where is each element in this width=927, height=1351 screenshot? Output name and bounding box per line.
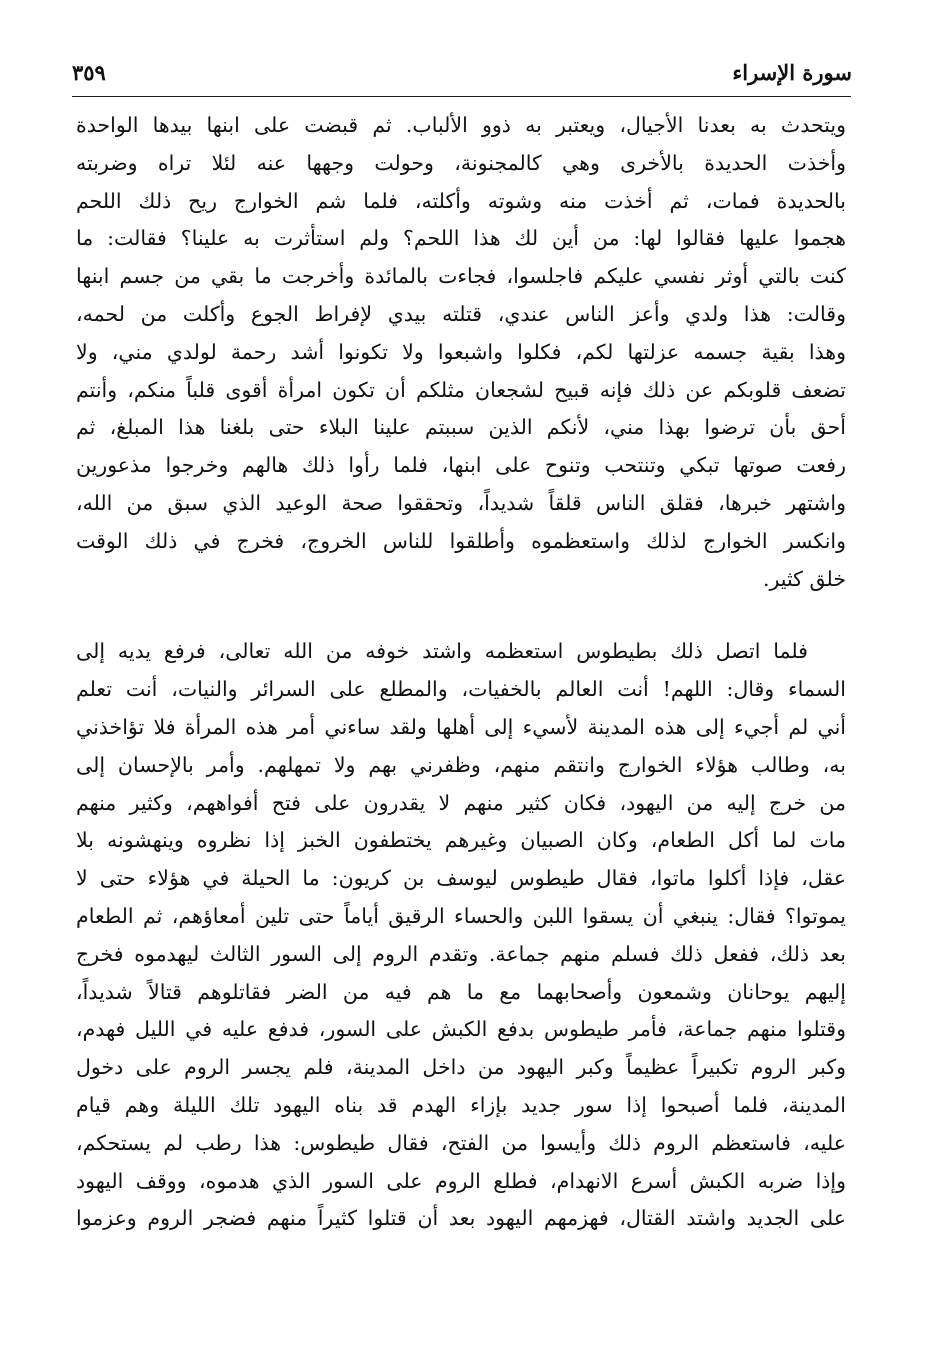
text-line: وانكسر الخوارج لذلك واستعظموه وأطلقوا للناس الخروج، فخرج في ذلك الوقت — [76, 528, 846, 553]
text-line: على الجديد واشتد القتال، فهزمهم اليهود بعد أن قتلوا كثيراً منهم فضجر الروم وعزموا — [76, 1206, 846, 1231]
text-line: تضعف قلوبكم عن ذلك فإنه قبيح لشجعان مثلكم أن تكون امرأة أقوى قلباً منكم، وأنتم — [76, 377, 846, 402]
paragraph-2 — [76, 633, 846, 1238]
body-text — [76, 107, 846, 1238]
text-line: إليهم يوحانان وشمعون وأصحابهما مع ما هم فيه من الضر فقاتلوهم قتالاً شديداً، — [76, 979, 846, 1004]
text-line: بعد ذلك، ففعل ذلك فسلم منهم جماعة. وتقدم الروم إلى السور الثالث ليهدموه فخرج — [76, 941, 846, 966]
text-line: خلق كثير. — [762, 566, 846, 591]
paragraph-1 — [76, 107, 846, 598]
text-line: به، وطالب هؤلاء الخوارج وانتقم منهم، وظفرني بهم ولا تمهلهم. وأمر بالإحسان إلى — [76, 752, 846, 777]
page-number: ٣٥٩ — [72, 60, 106, 85]
text-line: السماء وقال: اللهم! أنت العالم بالخفيات، والمطلع على السرائر والنيات، أنت تعلم — [76, 677, 846, 702]
header-rule — [72, 96, 851, 97]
text-line: من خرج إليه من اليهود، فكان كثير منهم لا يقدرون على فتح أفواههم، وكثير منهم — [76, 790, 846, 815]
text-line: فلما اتصل ذلك بطيطوس استعظمه واشتد خوفه من الله تعالى، فرفع يديه إلى — [76, 639, 808, 664]
text-line: وهذا بقية جسمه عزلتها لكم، فكلوا واشبعوا ولا تكونوا أشد رحمة لولدي مني، ولا — [76, 339, 846, 364]
text-line: وكبر الروم تكبيراً عظيماً وكبر اليهود من داخل المدينة، فلم يجسر الروم على دخول — [76, 1055, 846, 1080]
text-line: ويتحدث به بعدنا الأجيال، ويعتبر به ذوو الألباب. ثم قبضت على ابنها بيدها الواحدة — [76, 113, 846, 137]
text-line: يموتوا؟ فقال: ينبغي أن يسقوا اللبن والحساء الرقيق أياماً حتى تلين أمعاؤهم، ثم الطعام — [76, 903, 846, 928]
text-line: هجموا عليها فقالوا لها: من أين لك هذا اللحم؟ ولم استأثرت به علينا؟ فقالت: ما — [76, 226, 846, 251]
running-header — [72, 58, 852, 92]
text-line: مات لما أكل الطعام، وكان الصبيان وغيرهم يختطفون الخبز إذا نظروه وينهشونه بلا — [76, 828, 846, 853]
paragraph-gap — [76, 598, 846, 633]
text-line: أحق بأن ترضوا بهذا مني، لأنكم الذين سببتم علينا البلاء حتى بلغنا هذا المبلغ، ثم — [76, 415, 846, 440]
text-line: وأخذت الحديدة بالأخرى وهي كالمجنونة، وحولت وجهها عنه لئلا تراه وضربته — [76, 150, 846, 175]
text-line: بالحديدة فمات، ثم أخذت منه وشوته وأكلته، فلما شم الخوارج ريح ذلك اللحم — [76, 188, 846, 213]
text-line: المدينة، فلما أصبحوا إذا سور جديد بإزاء الهدم قد بناه اليهود تلك الليلة وهم قيام — [76, 1092, 846, 1117]
text-line: كنت بالتي أوثر نفسي عليكم فاجلسوا، فجاءت بالمائدة وأخرجت ما بقي من جسم ابنها — [76, 264, 846, 289]
text-line: عليه، فاستعظم الروم ذلك وأيسوا من الفتح، فقال طيطوس: هذا رطب لم يستحكم، — [76, 1130, 846, 1155]
text-line: وإذا ضربه الكبش أسرع الانهدام، فطلع الروم على السور الذي هدموه، ووقف اليهود — [76, 1168, 846, 1193]
text-line: واشتهر خبرها، فقلق الناس قلقاً شديداً، وتحققوا صحة الوعيد الذي سبق من الله، — [76, 490, 846, 515]
surah-title: سورة الإسراء — [732, 60, 852, 85]
text-line: رفعت صوتها تبكي وتنتحب وتنوح على ابنها، فلما رأوا ذلك هالهم وخرجوا مذعورين — [76, 453, 846, 478]
text-line: وقالت: هذا ولدي وأعز الناس عندي، قتلته بيدي لإفراط الجوع وأكلت من لحمه، — [76, 301, 846, 326]
text-line: عقل، فإذا أكلوا ماتوا، فقال طيطوس ليوسف بن كريون: ما الحيلة في هؤلاء حتى لا — [76, 866, 846, 891]
text-line: وقتلوا منهم جماعة، فأمر طيطوس بدفع الكبش على السور، فدفع عليه في الليل فهدم، — [76, 1017, 846, 1042]
text-line: أني لم أجيء إلى هذه المدينة لأسيء إلى أهلها ولقد ساءني أمر هذه المرأة فلا تؤاخذني — [76, 714, 846, 739]
